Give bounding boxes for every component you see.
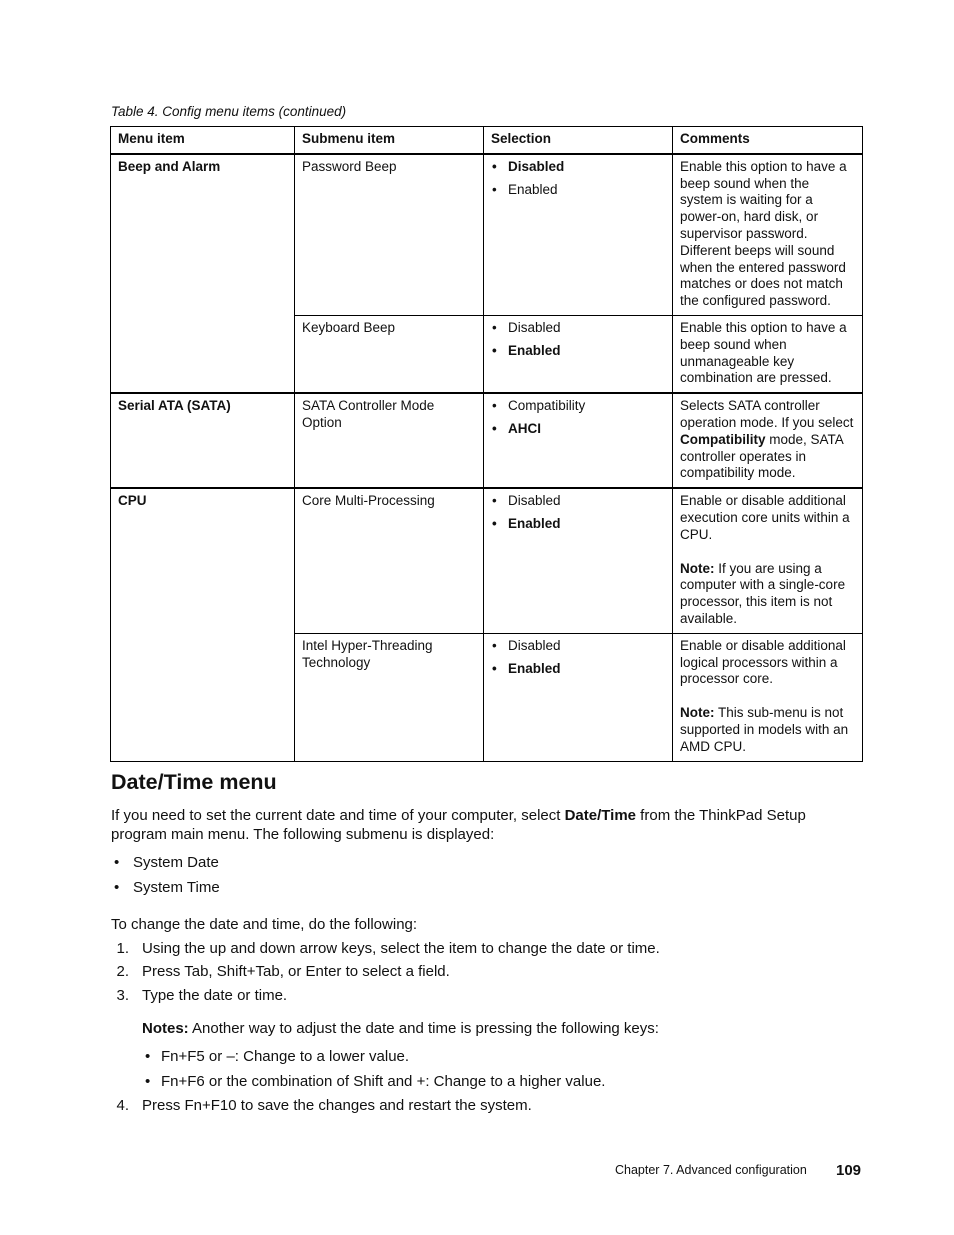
step-text: Using the up and down arrow keys, select the item to change the date or time.	[142, 940, 660, 957]
notes-label: Notes:	[142, 1020, 189, 1037]
submenu-item-cell: Keyboard Beep	[295, 315, 484, 393]
header-menu-item: Menu item	[111, 127, 295, 154]
intro-text: If you need to set the current date and time of your computer, select	[111, 807, 565, 824]
comment-cell: Enable this option to have a beep sound when unmanageable key combination are pressed.	[673, 315, 863, 393]
bullet-icon: •	[145, 1073, 151, 1090]
step-number: 3.	[116, 987, 129, 1004]
selection-option: • Enabled	[491, 661, 665, 678]
page-number: 109	[836, 1162, 862, 1179]
selection-option: • Disabled	[491, 320, 665, 337]
step-number: 2.	[116, 963, 129, 980]
table-row	[111, 154, 863, 316]
config-menu-table	[110, 126, 863, 762]
note-label: Note:	[680, 560, 715, 576]
step-number: 4.	[116, 1097, 129, 1114]
selection-option: • Disabled	[491, 638, 665, 655]
comment-bold-term: Compatibility	[680, 431, 766, 447]
bullet-icon: •	[145, 1048, 151, 1065]
comment-text: Selects SATA controller operation mode. If you select	[680, 398, 854, 430]
selection-option: • Disabled	[491, 493, 665, 510]
selection-list	[491, 159, 665, 199]
selection-option: • AHCI	[491, 421, 665, 438]
step-number: 1.	[116, 940, 129, 957]
intro-bold-term: Date/Time	[564, 807, 637, 824]
footer-chapter: Chapter 7. Advanced configuration	[615, 1163, 807, 1177]
comment-text: Enable or disable additional logical processors within a processor core.	[680, 637, 846, 687]
step-text: Press Tab, Shift+Tab, or Enter to select a field.	[142, 963, 450, 980]
menu-item-cell: CPU	[111, 488, 295, 761]
selection-list	[491, 638, 665, 678]
comment-cell	[673, 488, 863, 633]
submenu-item-cell: SATA Controller Mode Option	[295, 393, 484, 488]
selection-option: • Enabled	[491, 343, 665, 360]
list-item-text: Fn+F5 or –: Change to a lower value.	[161, 1048, 410, 1065]
comment-cell: Enable this option to have a beep sound when the system is waiting for a power-on, hard disk, or supervisor password. Different beeps will sound when the entered password matches or does not match the configured password.	[673, 154, 863, 316]
comment-note	[680, 705, 855, 755]
section-heading: Date/Time menu	[111, 770, 277, 794]
table-header-row	[111, 127, 863, 154]
list-item-text: Fn+F6 or the combination of Shift and +: Change to a higher value.	[161, 1073, 606, 1090]
selection-option: • Disabled	[491, 159, 665, 176]
header-selection: Selection	[484, 127, 673, 154]
table-caption: Table 4. Config menu items (continued)	[111, 104, 347, 119]
note-label: Note:	[680, 705, 715, 721]
step-text: Type the date or time.	[142, 987, 288, 1004]
note-text: If you are using a computer with a single-core processor, this item is not available.	[680, 560, 846, 626]
bullet-icon: •	[114, 879, 120, 896]
selection-cell	[484, 393, 673, 488]
header-submenu-item: Submenu item	[295, 127, 484, 154]
selection-list	[491, 493, 665, 533]
list-item-text: System Time	[133, 879, 220, 896]
menu-item-cell: Serial ATA (SATA)	[111, 393, 295, 488]
intro-paragraph	[111, 806, 861, 844]
steps-intro: To change the date and time, do the following:	[111, 916, 418, 933]
selection-option: • Compatibility	[491, 398, 665, 415]
selection-cell	[484, 154, 673, 316]
selection-option: • Enabled	[491, 182, 665, 199]
notes-text: Another way to adjust the date and time is pressing the following keys:	[188, 1020, 659, 1037]
selection-cell	[484, 488, 673, 633]
step-text: Press Fn+F10 to save the changes and restart the system.	[142, 1097, 532, 1114]
table-row	[111, 393, 863, 488]
menu-item-cell: Beep and Alarm	[111, 154, 295, 393]
comment-cell	[673, 393, 863, 488]
selection-list	[491, 320, 665, 360]
list-item-text: System Date	[133, 854, 219, 871]
comment-note	[680, 561, 855, 628]
intro-text: from the ThinkPad Setup program main menu. The following submenu is displayed:	[111, 807, 806, 843]
header-comments: Comments	[673, 127, 863, 154]
submenu-item-cell: Password Beep	[295, 154, 484, 316]
table-row	[111, 488, 863, 633]
submenu-item-cell: Core Multi-Processing	[295, 488, 484, 633]
selection-cell	[484, 315, 673, 393]
comment-cell	[673, 633, 863, 761]
selection-option: • Enabled	[491, 516, 665, 533]
note-text: This sub-menu is not supported in models with an AMD CPU.	[680, 705, 849, 754]
comment-text: Enable or disable additional execution core units within a CPU.	[680, 493, 850, 542]
notes-paragraph	[142, 1019, 659, 1038]
selection-cell	[484, 633, 673, 761]
comment-text: mode, SATA controller operates in compatibility mode.	[680, 431, 844, 481]
submenu-item-cell: Intel Hyper-Threading Technology	[295, 633, 484, 761]
selection-list	[491, 398, 665, 438]
bullet-icon: •	[114, 854, 120, 871]
